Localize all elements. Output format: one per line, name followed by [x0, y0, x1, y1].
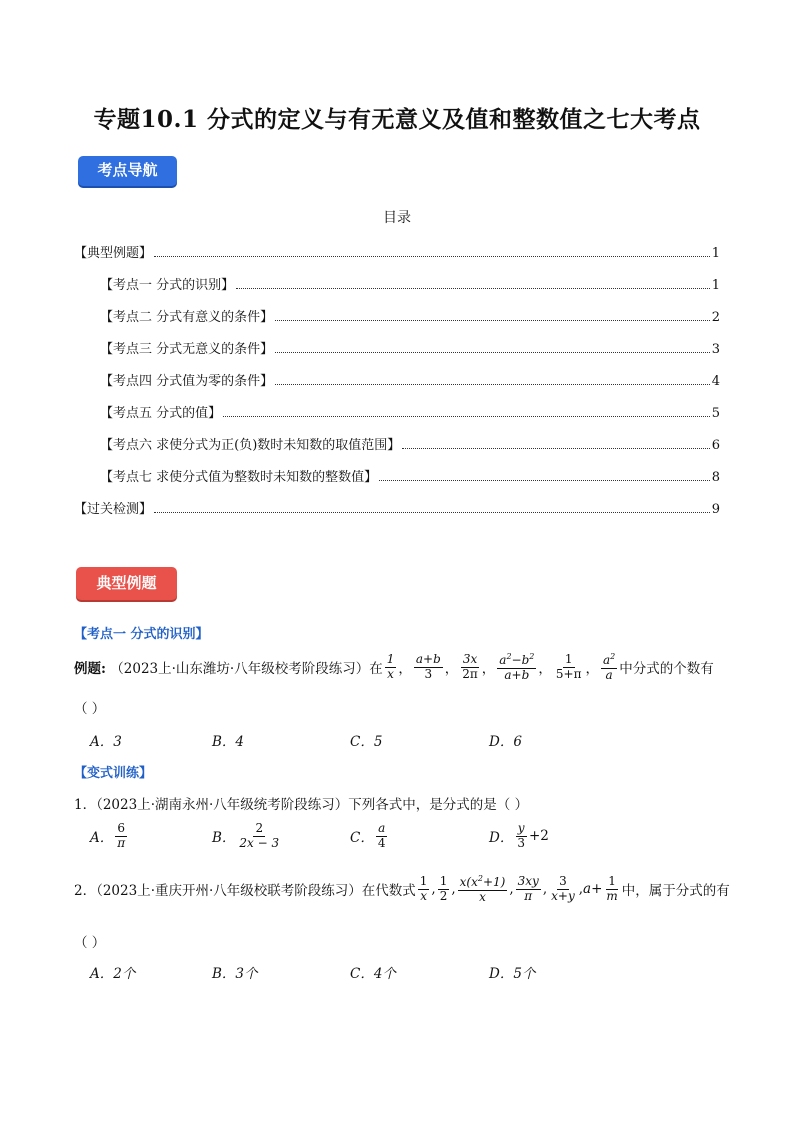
option-d[interactable]: D．6: [489, 734, 522, 750]
option-b[interactable]: B．4: [212, 734, 245, 750]
fraction-math: $\frac{1}{5+\pi}$: [555, 652, 582, 681]
nav-badge: 考点导航: [78, 156, 177, 186]
section-heading: 【考点一 分式的识别】: [74, 627, 209, 642]
toc-heading: 目录: [383, 210, 411, 226]
example-prefix: 例题:: [74, 661, 106, 678]
toc-item[interactable]: 【考点一 分式的识别】 1: [100, 278, 720, 293]
example-question: 例题: （2023上·山东潍坊·八年级校考阶段练习）在 $\frac{1}{x}$ ， $\frac{a+b}{3}$ ， $\frac{3x}{2\pi}$ ， $\frac{a^2-b^2}{a+b}$ ， $\frac{1}{5+\pi}$ ， $\frac{a^2}{a}$ 中分式的个数有: [74, 652, 714, 682]
fraction-math: $\frac{x(x^2+1)}{x}$: [459, 874, 506, 904]
page-title: 专题10.1 分式的定义与有无意义及值和整数值之七大考点: [93, 106, 701, 133]
toc-item[interactable]: 【考点七 求使分式值为整数时未知数的整数值】 8: [100, 470, 720, 485]
fraction-math: $\frac{3x}{2\pi}$: [462, 652, 478, 681]
q1-option-d[interactable]: D． $\frac{y}{3}$ +2: [489, 821, 549, 850]
fraction-math: $\frac{3}{x+y}$: [551, 874, 575, 903]
fraction-math: $\frac{2}{2x - 3}$: [239, 821, 280, 850]
fraction-math: $\frac{a^2-b^2}{a+b}$: [499, 652, 535, 682]
toc-item[interactable]: 【考点三 分式无意义的条件】 3: [100, 342, 720, 357]
fraction-math: $\frac{1}{x}$: [386, 652, 395, 681]
q2-option-b[interactable]: B．3个: [212, 966, 258, 982]
option-c[interactable]: C．5: [350, 734, 383, 750]
fraction-math: $\frac{6}{\pi}$: [117, 821, 126, 850]
question-2: 2．（2023上·重庆开州·八年级校联考阶段练习）在代数式 $\frac{1}{x}$ , $\frac{1}{2}$ , $\frac{x(x^2+1)}{x}$ , $\frac{3xy}{\pi}$ , $\frac{3}{x+y}$ , a + $\frac{1}{m}$ 中，属于分式的有: [74, 874, 730, 904]
toc-item[interactable]: 【考点六 求使分式为正(负)数时未知数的取值范围】 6: [100, 438, 720, 453]
answer-paren: （ ）: [74, 701, 106, 717]
option-a[interactable]: A．3: [90, 734, 122, 750]
q2-suffix: 中，属于分式的有: [621, 883, 730, 900]
q2-option-a[interactable]: A．2个: [90, 966, 136, 982]
toc-item[interactable]: 【典型例题】 1: [74, 246, 720, 261]
fraction-math: $\frac{1}{2}$: [439, 874, 448, 903]
q2-option-d[interactable]: D．5个: [489, 966, 536, 982]
fraction-math: $\frac{a}{4}$: [377, 821, 386, 850]
toc-item[interactable]: 【考点二 分式有意义的条件】 2: [100, 310, 720, 325]
fraction-math: $\frac{1}{m}$: [606, 874, 618, 903]
fraction-math: $\frac{1}{x}$: [419, 874, 428, 903]
fraction-math: $\frac{a+b}{3}$: [415, 652, 441, 681]
q2-answer-paren: （ ）: [74, 935, 106, 951]
toc-item[interactable]: 【考点四 分式值为零的条件】 4: [100, 374, 720, 389]
q1-option-a[interactable]: A． $\frac{6}{\pi}$: [90, 821, 126, 850]
q2-prefix: 2．（2023上·重庆开州·八年级校联考阶段练习）在代数式: [74, 883, 416, 900]
variant-heading: 【变式训练】: [74, 766, 153, 781]
example-source: （2023上·山东潍坊·八年级校考阶段练习）在: [110, 661, 383, 678]
toc-item[interactable]: 【考点五 分式的值】 5: [100, 406, 720, 421]
example-suffix: 中分式的个数有: [619, 661, 714, 678]
toc-item[interactable]: 【过关检测】 9: [74, 502, 720, 517]
q1-option-c[interactable]: C． $\frac{a}{4}$: [350, 821, 386, 850]
question-1: 1．（2023上·湖南永州·八年级统考阶段练习）下列各式中，是分式的是（ ）: [74, 797, 529, 813]
example-badge: 典型例题: [76, 567, 177, 600]
fraction-math: $\frac{a^2}{a}$: [602, 652, 616, 682]
fraction-math: $\frac{y}{3}$: [517, 821, 525, 850]
q1-option-b[interactable]: B． $\frac{2}{2x - 3}$: [212, 821, 280, 850]
fraction-math: $\frac{3xy}{\pi}$: [517, 874, 539, 903]
q2-option-c[interactable]: C．4个: [350, 966, 396, 982]
